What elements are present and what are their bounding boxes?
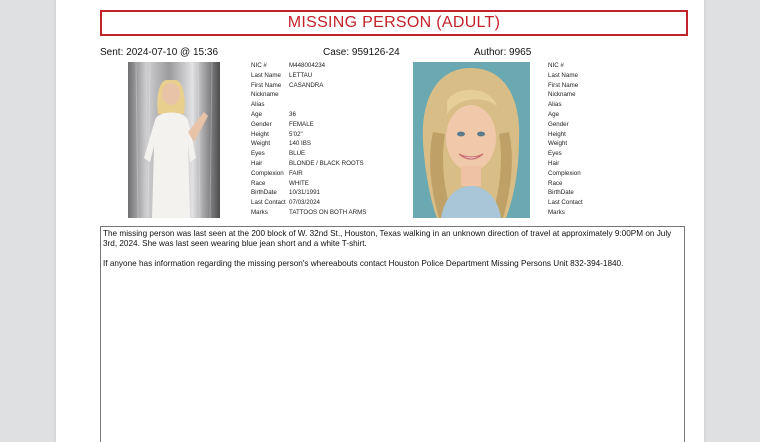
portrait-photo xyxy=(413,62,530,218)
field-row: Weight 140 IBS xyxy=(251,140,312,148)
field-label: NIC # xyxy=(548,62,564,69)
narrative-box xyxy=(100,226,685,442)
bulletin-title: MISSING PERSON (ADULT) xyxy=(100,10,688,36)
field-row: Height 5'02" xyxy=(251,130,303,138)
field-row: Race WHITE xyxy=(251,179,309,187)
field-label: BirthDate xyxy=(548,189,574,197)
field-label: Nickname xyxy=(548,91,576,99)
field-row: First Name CASANDRA xyxy=(251,81,324,89)
background-right xyxy=(704,0,760,442)
field-row: Complexion FAIR xyxy=(251,169,303,177)
full-body-photo xyxy=(128,62,220,218)
field-row: Marks TATTOOS ON BOTH ARMS xyxy=(251,208,367,216)
field-label: Age xyxy=(548,110,560,118)
field-label: Race xyxy=(548,179,563,187)
field-label: Gender xyxy=(548,120,569,128)
field-label: Marks xyxy=(548,208,565,216)
narrative-last-seen: The missing person was last seen at the 200 block of W. 32nd St., Houston, Texas walking in an unknown direction of travel at approximately 9:00PM on July 3rd, 2024. She was last seen wearing blue jean short and a white T-shirt. xyxy=(103,229,672,248)
case-number: Case: 959126-24 xyxy=(323,47,400,58)
subject-details-blank xyxy=(548,61,583,218)
field-label: Last Contact xyxy=(548,199,583,207)
author-id: Author: 9965 xyxy=(474,47,532,58)
field-label: Hair xyxy=(548,159,560,167)
field-label: Weight xyxy=(548,140,568,148)
field-label: Complexion xyxy=(548,169,581,177)
narrative-contact: If anyone has information regarding the missing person's whereabouts contact Houston Police Department Missing Persons Unit 832-394-1840. xyxy=(103,259,624,268)
field-label: Eyes xyxy=(548,150,562,158)
field-label: Last Name xyxy=(548,71,578,79)
field-row: Eyes BLUE xyxy=(251,150,306,158)
sent-timestamp: Sent: 2024-07-10 @ 15:36 xyxy=(100,47,219,58)
field-row: Nickname xyxy=(251,91,279,99)
subject-details xyxy=(251,61,366,218)
field-row: Last Name LETTAU xyxy=(251,71,313,79)
bulletin-sheet xyxy=(56,0,704,442)
field-row: Age 36 xyxy=(251,110,296,118)
field-row: BirthDate 10/31/1991 xyxy=(251,189,320,197)
field-label: Alias xyxy=(548,101,562,109)
field-row: Alias xyxy=(251,101,265,109)
field-label: First Name xyxy=(548,81,579,89)
field-row: Last Contact 07/03/2024 xyxy=(251,199,320,207)
field-row: Hair BLONDE / BLACK ROOTS xyxy=(251,159,364,167)
background-left xyxy=(0,0,56,442)
field-label: Height xyxy=(548,130,566,138)
field-row: NIC # M448004234 xyxy=(251,62,326,69)
field-row: Gender FEMALE xyxy=(251,120,314,128)
